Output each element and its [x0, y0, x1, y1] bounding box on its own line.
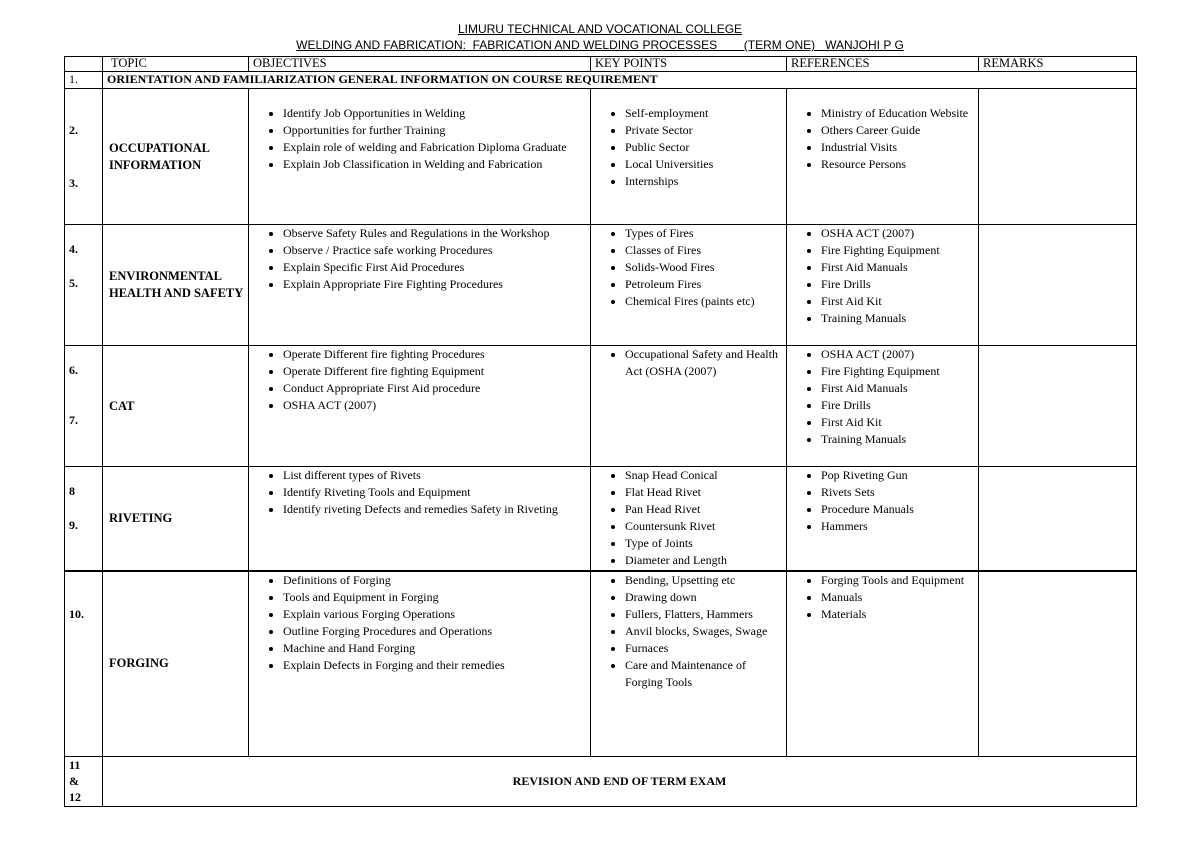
- objective-item: • Explain Job Classification in Welding and Fabrication: [283, 156, 586, 173]
- reference-item: • Others Career Guide: [821, 122, 974, 139]
- reference-item: • Rivets Sets: [821, 484, 974, 501]
- week-number: 3.: [69, 176, 78, 190]
- key-points-cell: [591, 571, 787, 757]
- key-point-item: • Types of Fires: [625, 225, 782, 242]
- key-point-item: • Local Universities: [625, 156, 782, 173]
- key-points-cell: [591, 346, 787, 467]
- references-cell: [787, 346, 979, 467]
- objective-item: • Definitions of Forging: [283, 572, 586, 589]
- key-point-item: • Diameter and Length: [625, 552, 782, 569]
- reference-item: • First Aid Manuals: [821, 380, 974, 397]
- objective-item: • Conduct Appropriate First Aid procedure: [283, 380, 586, 397]
- reference-item: • Materials: [821, 606, 974, 623]
- objective-item: • Outline Forging Procedures and Operations: [283, 623, 586, 640]
- orientation-text: ORIENTATION AND FAMILIARIZATION GENERAL INFORMATION ON COURSE REQUIREMENT: [103, 72, 1137, 89]
- topic-cat: CAT: [103, 346, 249, 467]
- objective-item: • Opportunities for further Training: [283, 122, 586, 139]
- remarks-cell: [979, 571, 1137, 757]
- week-number: 1.: [65, 72, 103, 89]
- references-cell: [787, 467, 979, 571]
- reference-item: • Fire Fighting Equipment: [821, 242, 974, 259]
- week-number: 10.: [69, 606, 84, 621]
- col-week-header: [65, 57, 103, 72]
- objective-item: • Explain Defects in Forging and their remedies: [283, 657, 586, 674]
- week-number: 8: [69, 484, 75, 498]
- college-title: LIMURU TECHNICAL AND VOCATIONAL COLLEGE: [457, 22, 743, 36]
- key-point-item: • Chemical Fires (paints etc): [625, 293, 782, 310]
- remarks-cell: [979, 346, 1137, 467]
- objectives-cell: [249, 571, 591, 757]
- col-remarks-header: REMARKS: [979, 57, 1137, 72]
- objective-item: • Observe / Practice safe working Procedures: [283, 242, 586, 259]
- reference-item: • Fire Drills: [821, 397, 974, 414]
- col-references-header: REFERENCES: [787, 57, 979, 72]
- row-revision: [65, 757, 1137, 807]
- row-environmental: [65, 225, 1137, 346]
- topic-forging: FORGING: [103, 571, 249, 757]
- reference-item: • Ministry of Education Website: [821, 105, 974, 122]
- key-point-item: • Fullers, Flatters, Hammers: [625, 606, 782, 623]
- topic-environmental: ENVIRONMENTAL HEALTH AND SAFETY: [103, 225, 249, 346]
- reference-item: • Manuals: [821, 589, 974, 606]
- header-row: [65, 57, 1137, 72]
- objective-item: • Explain role of welding and Fabrication Diploma Graduate: [283, 139, 586, 156]
- reference-item: • First Aid Kit: [821, 293, 974, 310]
- week-number: 9.: [69, 518, 78, 532]
- key-point-item: • Type of Joints: [625, 535, 782, 552]
- key-point-item: • Occupational Safety and Health Act (OSHA (2007): [625, 346, 782, 380]
- objectives-cell: [249, 346, 591, 467]
- references-cell: [787, 89, 979, 225]
- key-point-item: • Furnaces: [625, 640, 782, 657]
- key-point-item: • Anvil blocks, Swages, Swage: [625, 623, 782, 640]
- key-point-item: • Public Sector: [625, 139, 782, 156]
- remarks-cell: [979, 467, 1137, 571]
- objective-item: • Identify Job Opportunities in Welding: [283, 105, 586, 122]
- col-keypoints-header: KEY POINTS: [591, 57, 787, 72]
- reference-item: • Pop Riveting Gun: [821, 467, 974, 484]
- key-point-item: • Drawing down: [625, 589, 782, 606]
- key-point-item: • Bending, Upsetting etc: [625, 572, 782, 589]
- key-points-cell: [591, 225, 787, 346]
- objective-item: • Operate Different fire fighting Procedures: [283, 346, 586, 363]
- remarks-cell: [979, 225, 1137, 346]
- reference-item: • Fire Drills: [821, 276, 974, 293]
- week-cell: [65, 467, 103, 571]
- reference-item: • Hammers: [821, 518, 974, 535]
- revision-text: REVISION AND END OF TERM EXAM: [103, 757, 1137, 807]
- row-occupational: [65, 89, 1137, 225]
- topic-occupational: OCCUPATIONAL INFORMATION: [103, 89, 249, 225]
- key-point-item: • Countersunk Rivet: [625, 518, 782, 535]
- scheme-grid: [64, 56, 1137, 807]
- key-point-item: • Private Sector: [625, 122, 782, 139]
- row-riveting: [65, 467, 1137, 571]
- key-point-item: • Self-employment: [625, 105, 782, 122]
- week-number: 11: [69, 758, 81, 772]
- objective-item: • Explain Specific First Aid Procedures: [283, 259, 586, 276]
- objective-item: • Explain Appropriate Fire Fighting Procedures: [283, 276, 586, 293]
- week-cell: [65, 89, 103, 225]
- reference-item: • Resource Persons: [821, 156, 974, 173]
- col-topic-header: TOPIC: [103, 57, 249, 72]
- objective-item: • Observe Safety Rules and Regulations in the Workshop: [283, 225, 586, 242]
- topic-riveting: RIVETING: [103, 467, 249, 571]
- key-point-item: • Care and Maintenance of Forging Tools: [625, 657, 782, 691]
- key-point-item: • Solids-Wood Fires: [625, 259, 782, 276]
- week-number: &: [69, 774, 79, 788]
- key-point-item: • Pan Head Rivet: [625, 501, 782, 518]
- week-cell: [65, 757, 103, 807]
- objective-item: • Machine and Hand Forging: [283, 640, 586, 657]
- objectives-cell: [249, 89, 591, 225]
- row-forging: [65, 571, 1137, 757]
- key-point-item: • Flat Head Rivet: [625, 484, 782, 501]
- week-number: 5.: [69, 276, 78, 290]
- scheme-subtitle: WELDING AND FABRICATION: FABRICATION AND WELDING PROCESSES (TERM ONE) WANJOHI P G: [296, 38, 904, 52]
- objective-item: • Identify Riveting Tools and Equipment: [283, 484, 586, 501]
- key-point-item: • Petroleum Fires: [625, 276, 782, 293]
- objective-item: • Operate Different fire fighting Equipment: [283, 363, 586, 380]
- week-number: 2.: [69, 123, 78, 137]
- key-points-cell: [591, 89, 787, 225]
- week-cell: [65, 571, 103, 757]
- objectives-cell: [249, 225, 591, 346]
- row-orientation: [65, 72, 1137, 89]
- reference-item: • Training Manuals: [821, 431, 974, 448]
- references-cell: [787, 571, 979, 757]
- week-cell: [65, 225, 103, 346]
- remarks-cell: [979, 89, 1137, 225]
- reference-item: • OSHA ACT (2007): [821, 346, 974, 363]
- week-cell: [65, 346, 103, 467]
- reference-item: • Fire Fighting Equipment: [821, 363, 974, 380]
- week-number: 12: [69, 790, 81, 804]
- col-objectives-header: OBJECTIVES: [249, 57, 591, 72]
- objective-item: • Explain various Forging Operations: [283, 606, 586, 623]
- week-number: 7.: [69, 413, 78, 427]
- reference-item: • Forging Tools and Equipment: [821, 572, 974, 589]
- references-cell: [787, 225, 979, 346]
- key-point-item: • Internships: [625, 173, 782, 190]
- objective-item: • Tools and Equipment in Forging: [283, 589, 586, 606]
- reference-item: • Training Manuals: [821, 310, 974, 327]
- reference-item: • Procedure Manuals: [821, 501, 974, 518]
- row-cat: [65, 346, 1137, 467]
- week-number: 6.: [69, 363, 78, 377]
- reference-item: • First Aid Kit: [821, 414, 974, 431]
- objectives-cell: [249, 467, 591, 571]
- week-number: 4.: [69, 242, 78, 256]
- key-point-item: • Snap Head Conical: [625, 467, 782, 484]
- objective-item: • List different types of Rivets: [283, 467, 586, 484]
- objective-item: • Identify riveting Defects and remedies Safety in Riveting: [283, 501, 586, 518]
- reference-item: • First Aid Manuals: [821, 259, 974, 276]
- key-point-item: • Classes of Fires: [625, 242, 782, 259]
- reference-item: • Industrial Visits: [821, 139, 974, 156]
- key-points-cell: [591, 467, 787, 571]
- reference-item: • OSHA ACT (2007): [821, 225, 974, 242]
- objective-item: • OSHA ACT (2007): [283, 397, 586, 414]
